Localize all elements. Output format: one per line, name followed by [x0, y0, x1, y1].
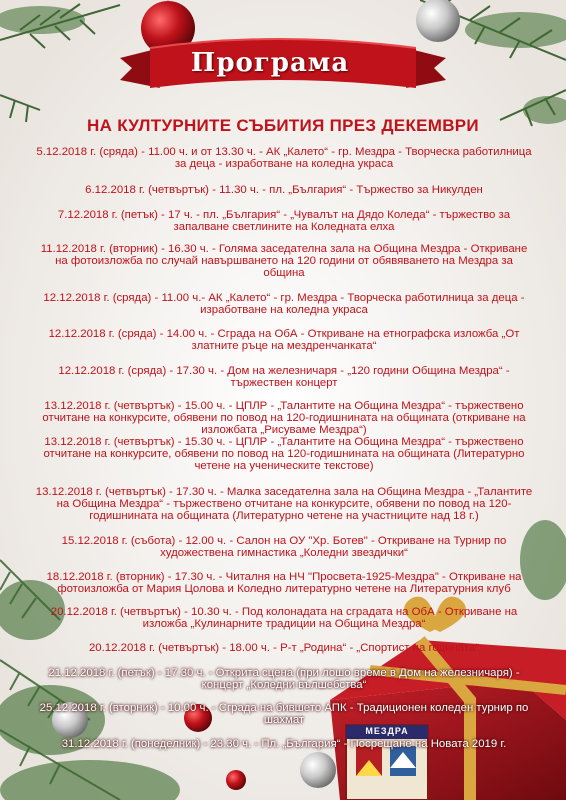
page-title: Програма — [190, 48, 350, 78]
event-item: 21.12.2018 г. (петък) - 17.30 ч. - Открита сцена (при лошо време в Дом на железничаря) - концерт „Коледни вълшебства“ — [48, 667, 520, 692]
event-item: 12.12.2018 г. (сряда) - 17.30 ч. - Дом на железничаря - „120 години Община Мездра“ - тържествен концерт — [58, 365, 510, 390]
event-item: 5.12.2018 г. (сряда) - 11.00 ч. и от 13.30 ч. - АК „Калето“ - гр. Мездра - Творческа работилница за деца - изработване на коледна украса — [36, 146, 532, 171]
event-item: 31.12.2018 г. (понеделник) - 23.30 ч. - Пл. „България“ - Посрещане на Новата 2019 г. — [61, 738, 507, 750]
event-item: 12.12.2018 г. (сряда) - 14.00 ч. - Сграда на ОбА - Откриване на етнографска изложба „От златните ръце на мездренчанката“ — [48, 328, 520, 353]
gift-box-logo-text: МЕЗДРА — [365, 726, 409, 736]
event-item: 7.12.2018 г. (петък) - 17 ч. - пл. „България“ - „Чувалът на Дядо Коледа“ - тържество за запалване светлините на Коледната елха — [57, 209, 511, 234]
event-item: 18.12.2018 г. (вторник) - 17.30 ч. - Читалня на НЧ "Просвета-1925-Мездра" - Откриване на фотоизложба от Мария Цолова и Коледно литературно четене на Литературния клуб — [46, 571, 522, 596]
event-item: 20.12.2018 г. (четвъртък) - 18.00 ч. - Р-т „Родина“ - „Спортист на годината“ — [88, 642, 480, 654]
silver-ornament-bottom — [300, 752, 336, 788]
event-item: 13.12.2018 г. (четвъртък) - 15.00 ч. - ЦПЛР - „Талантите на Община Мездра“ - тържествено отчитане на конкурсите, обявени по повод на 120-годишнината на общината (откриване на изложбата „Рисуваме Мездра“) — [42, 400, 526, 437]
event-item: 6.12.2018 г. (четвъртък) - 11.30 ч. - пл. „България“ - Тържество за Никулден — [85, 184, 483, 196]
event-item: 25.12.2018 г. (вторник) - 10.00 ч. - Сграда на бившето АПК - Традиционен коледен турнир по шахмат — [39, 702, 529, 727]
event-item: 15.12.2018 г. (събота) - 12.00 ч. - Салон на ОУ "Хр. Ботев" - Откриване на Турнир по художествена гимнастика „Коледни звездички“ — [61, 535, 507, 560]
event-item: 13.12.2018 г. (четвъртък) - 15.30 ч. - ЦПЛР - „Талантите на Община Мездра“ - тържествено отчитане на конкурсите, обявени по повод на 120-годишнината на общината (Литературно четене на ученическите текстове) — [43, 436, 525, 473]
event-item: 13.12.2018 г. (четвъртък) - 17.30 ч. - Малка заседателна зала на Община Мездра - „Талантите на Община Мездра“ - тържествено отчитане на конкурсите, обявени по повод на 120-годишнината на общината (Литературно четене на участниците над 18 г.) — [35, 486, 533, 523]
silver-ornament-right — [416, 0, 460, 42]
page-subtitle: НА КУЛТУРНИТЕ СЪБИТИЯ ПРЕЗ ДЕКЕМВРИ — [87, 116, 479, 135]
event-item: 20.12.2018 г. (четвъртък) - 10.30 ч. - Под колонадата на сградата на ОбА - Откриване на изложба „Кулинарните традиции на Община Мездра“ — [50, 606, 518, 631]
event-item: 11.12.2018 г. (вторник) - 16.30 ч. - Голяма заседателна зала на Община Мездра - Откриване на фотоизложба по случай навършването на 120 години от обявяването на Мездра за община — [40, 243, 528, 280]
event-item: 12.12.2018 г. (сряда) - 11.00 ч.- АК „Калето“ - гр. Мездра - Творческа работилница за деца - изработване на коледна украса — [43, 292, 525, 317]
